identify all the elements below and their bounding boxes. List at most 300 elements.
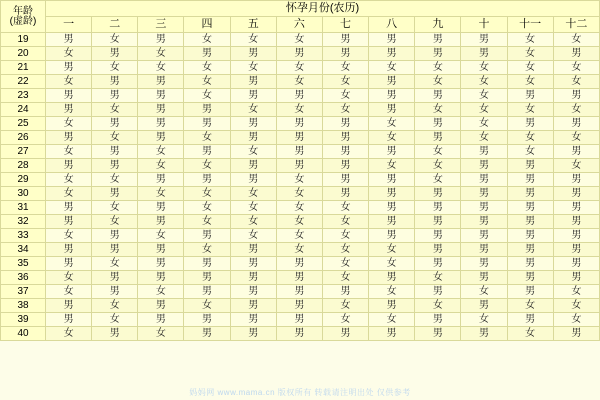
gender-cell: 男 xyxy=(230,299,276,313)
row-header-corner xyxy=(1,1,46,33)
gender-cell: 女 xyxy=(415,61,461,75)
gender-cell: 男 xyxy=(276,159,322,173)
gender-cell: 女 xyxy=(507,33,553,47)
gender-cell: 男 xyxy=(461,243,507,257)
gender-cell: 女 xyxy=(184,61,230,75)
gender-cell: 男 xyxy=(276,131,322,145)
gender-cell: 男 xyxy=(507,285,553,299)
gender-cell: 男 xyxy=(369,201,415,215)
gender-cell: 男 xyxy=(415,257,461,271)
gender-cell: 男 xyxy=(553,201,599,215)
gender-cell: 女 xyxy=(276,201,322,215)
gender-cell: 女 xyxy=(184,299,230,313)
month-header-11: 十一 xyxy=(507,17,553,33)
gender-cell: 女 xyxy=(92,103,138,117)
gender-cell: 男 xyxy=(415,201,461,215)
month-header-1: 一 xyxy=(46,17,92,33)
gender-cell: 男 xyxy=(507,173,553,187)
gender-cell: 女 xyxy=(461,117,507,131)
table-row xyxy=(1,159,600,173)
gender-cell: 女 xyxy=(369,313,415,327)
gender-cell: 女 xyxy=(507,103,553,117)
gender-cell: 女 xyxy=(415,159,461,173)
gender-cell: 男 xyxy=(553,145,599,159)
gender-cell: 男 xyxy=(46,257,92,271)
gender-cell: 女 xyxy=(46,117,92,131)
gender-cell: 女 xyxy=(230,229,276,243)
gender-cell: 女 xyxy=(92,131,138,145)
age-cell: 22 xyxy=(1,75,46,89)
gender-cell: 女 xyxy=(184,159,230,173)
gender-cell: 女 xyxy=(369,243,415,257)
gender-cell: 女 xyxy=(322,271,368,285)
gender-cell: 女 xyxy=(461,89,507,103)
age-cell: 39 xyxy=(1,313,46,327)
gender-cell: 男 xyxy=(184,117,230,131)
gender-cell: 男 xyxy=(369,299,415,313)
age-cell: 28 xyxy=(1,159,46,173)
gender-cell: 男 xyxy=(507,201,553,215)
gender-cell: 男 xyxy=(553,257,599,271)
gender-cell: 男 xyxy=(138,201,184,215)
gender-cell: 男 xyxy=(369,89,415,103)
gender-cell: 男 xyxy=(369,215,415,229)
gender-cell: 女 xyxy=(46,47,92,61)
gender-cell: 女 xyxy=(46,229,92,243)
gender-cell: 男 xyxy=(322,47,368,61)
gender-cell: 男 xyxy=(369,103,415,117)
gender-cell: 女 xyxy=(369,285,415,299)
corner-label-nominal-age: (虚龄) xyxy=(9,15,37,27)
gender-cell: 女 xyxy=(138,229,184,243)
gender-cell: 男 xyxy=(507,313,553,327)
gender-cell: 女 xyxy=(138,159,184,173)
gender-cell: 女 xyxy=(92,33,138,47)
month-header-8: 八 xyxy=(369,17,415,33)
age-cell: 29 xyxy=(1,173,46,187)
gender-cell: 男 xyxy=(138,257,184,271)
gender-cell: 女 xyxy=(461,103,507,117)
age-cell: 19 xyxy=(1,33,46,47)
gender-cell: 男 xyxy=(46,159,92,173)
gender-cell: 女 xyxy=(553,285,599,299)
table-row xyxy=(1,89,600,103)
month-header-5: 五 xyxy=(230,17,276,33)
gender-cell: 男 xyxy=(138,173,184,187)
gender-cell: 女 xyxy=(92,201,138,215)
gender-cell: 男 xyxy=(230,89,276,103)
gender-cell: 女 xyxy=(369,61,415,75)
table-row xyxy=(1,285,600,299)
gender-cell: 女 xyxy=(322,75,368,89)
gender-cell: 男 xyxy=(276,271,322,285)
gender-cell: 男 xyxy=(46,103,92,117)
gender-cell: 男 xyxy=(507,89,553,103)
gender-cell: 男 xyxy=(369,327,415,341)
gender-cell: 女 xyxy=(553,313,599,327)
gender-cell: 男 xyxy=(369,47,415,61)
gender-cell: 女 xyxy=(507,131,553,145)
gender-cell: 女 xyxy=(230,145,276,159)
gender-cell: 男 xyxy=(322,327,368,341)
gender-cell: 女 xyxy=(322,257,368,271)
gender-cell: 女 xyxy=(46,145,92,159)
gender-cell: 女 xyxy=(184,243,230,257)
gender-cell: 男 xyxy=(461,145,507,159)
gender-cell: 男 xyxy=(138,131,184,145)
gender-cell: 女 xyxy=(46,187,92,201)
gender-cell: 男 xyxy=(230,243,276,257)
gender-cell: 女 xyxy=(92,299,138,313)
gender-cell: 男 xyxy=(507,229,553,243)
month-header-7: 七 xyxy=(322,17,368,33)
gender-cell: 男 xyxy=(507,215,553,229)
table-row xyxy=(1,201,600,215)
gender-cell: 女 xyxy=(276,187,322,201)
gender-cell: 男 xyxy=(461,299,507,313)
gender-cell: 男 xyxy=(230,75,276,89)
gender-cell: 女 xyxy=(553,61,599,75)
gender-cell: 男 xyxy=(184,47,230,61)
gender-cell: 女 xyxy=(92,61,138,75)
age-cell: 36 xyxy=(1,271,46,285)
age-cell: 30 xyxy=(1,187,46,201)
gender-cell: 男 xyxy=(138,313,184,327)
gender-cell: 女 xyxy=(553,33,599,47)
gender-cell: 男 xyxy=(276,313,322,327)
gender-cell: 男 xyxy=(322,33,368,47)
gender-cell: 女 xyxy=(230,103,276,117)
month-header-10: 十 xyxy=(461,17,507,33)
table-row xyxy=(1,131,600,145)
table-row xyxy=(1,173,600,187)
gender-cell: 男 xyxy=(415,117,461,131)
month-header-2: 二 xyxy=(92,17,138,33)
gender-cell: 女 xyxy=(138,285,184,299)
age-cell: 35 xyxy=(1,257,46,271)
table-row xyxy=(1,61,600,75)
gender-cell: 女 xyxy=(553,75,599,89)
gender-cell: 男 xyxy=(184,285,230,299)
gender-cell: 女 xyxy=(138,145,184,159)
gender-cell: 男 xyxy=(415,187,461,201)
age-cell: 34 xyxy=(1,243,46,257)
gender-cell: 男 xyxy=(553,173,599,187)
gender-cell: 男 xyxy=(322,145,368,159)
gender-cell: 男 xyxy=(553,117,599,131)
gender-cell: 男 xyxy=(276,299,322,313)
gender-cell: 男 xyxy=(415,313,461,327)
gender-cell: 女 xyxy=(184,33,230,47)
gender-cell: 男 xyxy=(230,271,276,285)
table-body xyxy=(1,33,600,341)
gender-cell: 男 xyxy=(507,187,553,201)
age-cell: 37 xyxy=(1,285,46,299)
gender-cell: 女 xyxy=(507,75,553,89)
gender-cell: 女 xyxy=(322,89,368,103)
table-row xyxy=(1,103,600,117)
age-cell: 32 xyxy=(1,215,46,229)
age-cell: 40 xyxy=(1,327,46,341)
gender-cell: 女 xyxy=(415,75,461,89)
gender-cell: 男 xyxy=(461,229,507,243)
gender-cell: 女 xyxy=(507,299,553,313)
gender-cell: 女 xyxy=(461,61,507,75)
gender-cell: 男 xyxy=(553,243,599,257)
gender-cell: 男 xyxy=(415,229,461,243)
gender-cell: 男 xyxy=(322,285,368,299)
gender-cell: 男 xyxy=(461,47,507,61)
gender-cell: 男 xyxy=(553,229,599,243)
gender-cell: 女 xyxy=(138,327,184,341)
gender-cell: 女 xyxy=(230,61,276,75)
gender-cell: 女 xyxy=(92,257,138,271)
gender-cell: 女 xyxy=(46,271,92,285)
table-row xyxy=(1,145,600,159)
gender-cell: 女 xyxy=(230,33,276,47)
table-row xyxy=(1,75,600,89)
gender-cell: 男 xyxy=(46,61,92,75)
gender-cell: 男 xyxy=(415,243,461,257)
gender-cell: 男 xyxy=(369,33,415,47)
table-row xyxy=(1,243,600,257)
age-cell: 23 xyxy=(1,89,46,103)
gender-cell: 男 xyxy=(92,187,138,201)
gender-cell: 女 xyxy=(415,145,461,159)
gender-cell: 男 xyxy=(507,159,553,173)
gender-cell: 男 xyxy=(461,159,507,173)
gender-cell: 女 xyxy=(415,271,461,285)
gender-cell: 男 xyxy=(415,131,461,145)
gender-cell: 女 xyxy=(92,313,138,327)
gender-cell: 女 xyxy=(184,75,230,89)
gender-cell: 女 xyxy=(138,47,184,61)
month-header-3: 三 xyxy=(138,17,184,33)
gender-cell: 女 xyxy=(322,313,368,327)
gender-cell: 男 xyxy=(507,271,553,285)
gender-cell: 女 xyxy=(322,103,368,117)
gender-cell: 男 xyxy=(461,257,507,271)
gender-cell: 男 xyxy=(415,327,461,341)
gender-cell: 男 xyxy=(46,243,92,257)
age-cell: 21 xyxy=(1,61,46,75)
gender-cell: 男 xyxy=(92,47,138,61)
gender-cell: 女 xyxy=(461,75,507,89)
gender-cell: 男 xyxy=(92,159,138,173)
gender-cell: 男 xyxy=(92,145,138,159)
month-header-6: 六 xyxy=(276,17,322,33)
gender-cell: 女 xyxy=(415,299,461,313)
gender-cell: 女 xyxy=(322,299,368,313)
gender-cell: 男 xyxy=(276,285,322,299)
gender-cell: 男 xyxy=(322,117,368,131)
chart-title: 怀孕月份(农历) xyxy=(46,1,600,17)
gender-cell: 女 xyxy=(276,33,322,47)
month-header-12: 十二 xyxy=(553,17,599,33)
gender-cell: 男 xyxy=(184,271,230,285)
gender-cell: 女 xyxy=(46,285,92,299)
age-cell: 38 xyxy=(1,299,46,313)
month-header-4: 四 xyxy=(184,17,230,33)
gender-cell: 男 xyxy=(184,313,230,327)
gender-cell: 男 xyxy=(369,271,415,285)
gender-cell: 男 xyxy=(92,285,138,299)
gender-cell: 男 xyxy=(461,33,507,47)
gender-cell: 男 xyxy=(46,313,92,327)
table-row xyxy=(1,215,600,229)
gender-cell: 男 xyxy=(138,215,184,229)
gender-cell: 男 xyxy=(138,243,184,257)
gender-cell: 男 xyxy=(553,89,599,103)
gender-cell: 男 xyxy=(276,117,322,131)
gender-cell: 男 xyxy=(461,271,507,285)
gender-cell: 女 xyxy=(322,215,368,229)
table-row xyxy=(1,33,600,47)
gender-cell: 男 xyxy=(230,313,276,327)
gender-cell: 女 xyxy=(369,159,415,173)
gender-cell: 男 xyxy=(276,47,322,61)
gender-cell: 女 xyxy=(553,131,599,145)
gender-cell: 男 xyxy=(230,47,276,61)
gender-cell: 女 xyxy=(184,187,230,201)
gender-cell: 男 xyxy=(184,257,230,271)
gender-cell: 男 xyxy=(230,327,276,341)
age-cell: 20 xyxy=(1,47,46,61)
gender-cell: 男 xyxy=(553,327,599,341)
gender-cell: 女 xyxy=(276,215,322,229)
gender-cell: 男 xyxy=(415,215,461,229)
gender-cell: 女 xyxy=(322,229,368,243)
gender-cell: 女 xyxy=(230,187,276,201)
gender-cell: 男 xyxy=(46,215,92,229)
table-row xyxy=(1,47,600,61)
gender-cell: 女 xyxy=(507,47,553,61)
month-header-row xyxy=(1,17,600,33)
table-head xyxy=(1,1,600,33)
table-row xyxy=(1,271,600,285)
gender-cell: 男 xyxy=(322,173,368,187)
gender-cell: 男 xyxy=(369,145,415,159)
age-cell: 26 xyxy=(1,131,46,145)
table-row xyxy=(1,257,600,271)
gender-cell: 女 xyxy=(461,131,507,145)
gender-cell: 女 xyxy=(553,299,599,313)
gender-cell: 女 xyxy=(138,187,184,201)
gender-cell: 男 xyxy=(138,33,184,47)
gender-cell: 男 xyxy=(46,33,92,47)
table-row xyxy=(1,327,600,341)
gender-cell: 女 xyxy=(369,257,415,271)
gender-cell: 女 xyxy=(138,61,184,75)
gender-cell: 女 xyxy=(507,61,553,75)
gender-cell: 女 xyxy=(553,159,599,173)
gender-cell: 男 xyxy=(415,285,461,299)
gender-cell: 男 xyxy=(322,187,368,201)
gender-cell: 男 xyxy=(322,131,368,145)
gender-cell: 男 xyxy=(184,103,230,117)
corner-label-age: 年龄 xyxy=(13,5,33,17)
gender-cell: 男 xyxy=(46,89,92,103)
gender-cell: 男 xyxy=(230,173,276,187)
gender-cell: 女 xyxy=(415,103,461,117)
gender-cell: 男 xyxy=(92,75,138,89)
gender-cell: 男 xyxy=(369,229,415,243)
gender-cell: 男 xyxy=(369,173,415,187)
gender-cell: 女 xyxy=(369,117,415,131)
gender-cell: 男 xyxy=(553,47,599,61)
gender-cell: 男 xyxy=(184,145,230,159)
gender-cell: 男 xyxy=(138,89,184,103)
gender-cell: 女 xyxy=(92,173,138,187)
gender-cell: 男 xyxy=(415,89,461,103)
gender-cell: 男 xyxy=(553,271,599,285)
gender-cell: 男 xyxy=(461,187,507,201)
table-row xyxy=(1,187,600,201)
gender-cell: 女 xyxy=(46,75,92,89)
gender-cell: 女 xyxy=(184,131,230,145)
age-cell: 33 xyxy=(1,229,46,243)
gender-cell: 女 xyxy=(461,313,507,327)
gender-cell: 男 xyxy=(415,33,461,47)
gender-cell: 男 xyxy=(138,271,184,285)
gender-cell: 女 xyxy=(369,131,415,145)
gender-cell: 男 xyxy=(92,117,138,131)
gender-cell: 女 xyxy=(184,201,230,215)
gender-cell: 女 xyxy=(230,201,276,215)
gender-cell: 女 xyxy=(276,229,322,243)
gender-cell: 男 xyxy=(46,201,92,215)
gender-cell: 男 xyxy=(461,327,507,341)
gender-cell: 男 xyxy=(92,327,138,341)
gender-cell: 男 xyxy=(276,327,322,341)
gender-cell: 男 xyxy=(230,131,276,145)
gender-cell: 男 xyxy=(461,173,507,187)
gender-cell: 男 xyxy=(92,243,138,257)
gender-cell: 女 xyxy=(553,103,599,117)
gender-cell: 男 xyxy=(138,75,184,89)
gender-cell: 男 xyxy=(369,75,415,89)
gender-cell: 男 xyxy=(92,229,138,243)
gender-cell: 男 xyxy=(415,47,461,61)
gender-cell: 男 xyxy=(276,145,322,159)
gender-cell: 女 xyxy=(507,145,553,159)
gender-cell: 男 xyxy=(230,117,276,131)
gender-cell: 女 xyxy=(415,173,461,187)
table-row xyxy=(1,313,600,327)
gender-cell: 男 xyxy=(553,187,599,201)
gender-cell: 女 xyxy=(322,61,368,75)
gender-cell: 女 xyxy=(184,215,230,229)
gender-cell: 女 xyxy=(230,215,276,229)
gender-cell: 男 xyxy=(230,159,276,173)
gender-cell: 女 xyxy=(46,327,92,341)
age-cell: 27 xyxy=(1,145,46,159)
month-header-9: 九 xyxy=(415,17,461,33)
gender-cell: 男 xyxy=(184,229,230,243)
gender-cell: 女 xyxy=(322,201,368,215)
gender-cell: 女 xyxy=(184,89,230,103)
gender-cell: 女 xyxy=(276,243,322,257)
gender-cell: 女 xyxy=(276,103,322,117)
gender-cell: 男 xyxy=(92,271,138,285)
gender-cell: 女 xyxy=(276,75,322,89)
gender-cell: 男 xyxy=(507,117,553,131)
table-row xyxy=(1,117,600,131)
gender-cell: 男 xyxy=(92,89,138,103)
age-cell: 24 xyxy=(1,103,46,117)
gender-cell: 男 xyxy=(276,257,322,271)
gender-cell: 男 xyxy=(138,117,184,131)
